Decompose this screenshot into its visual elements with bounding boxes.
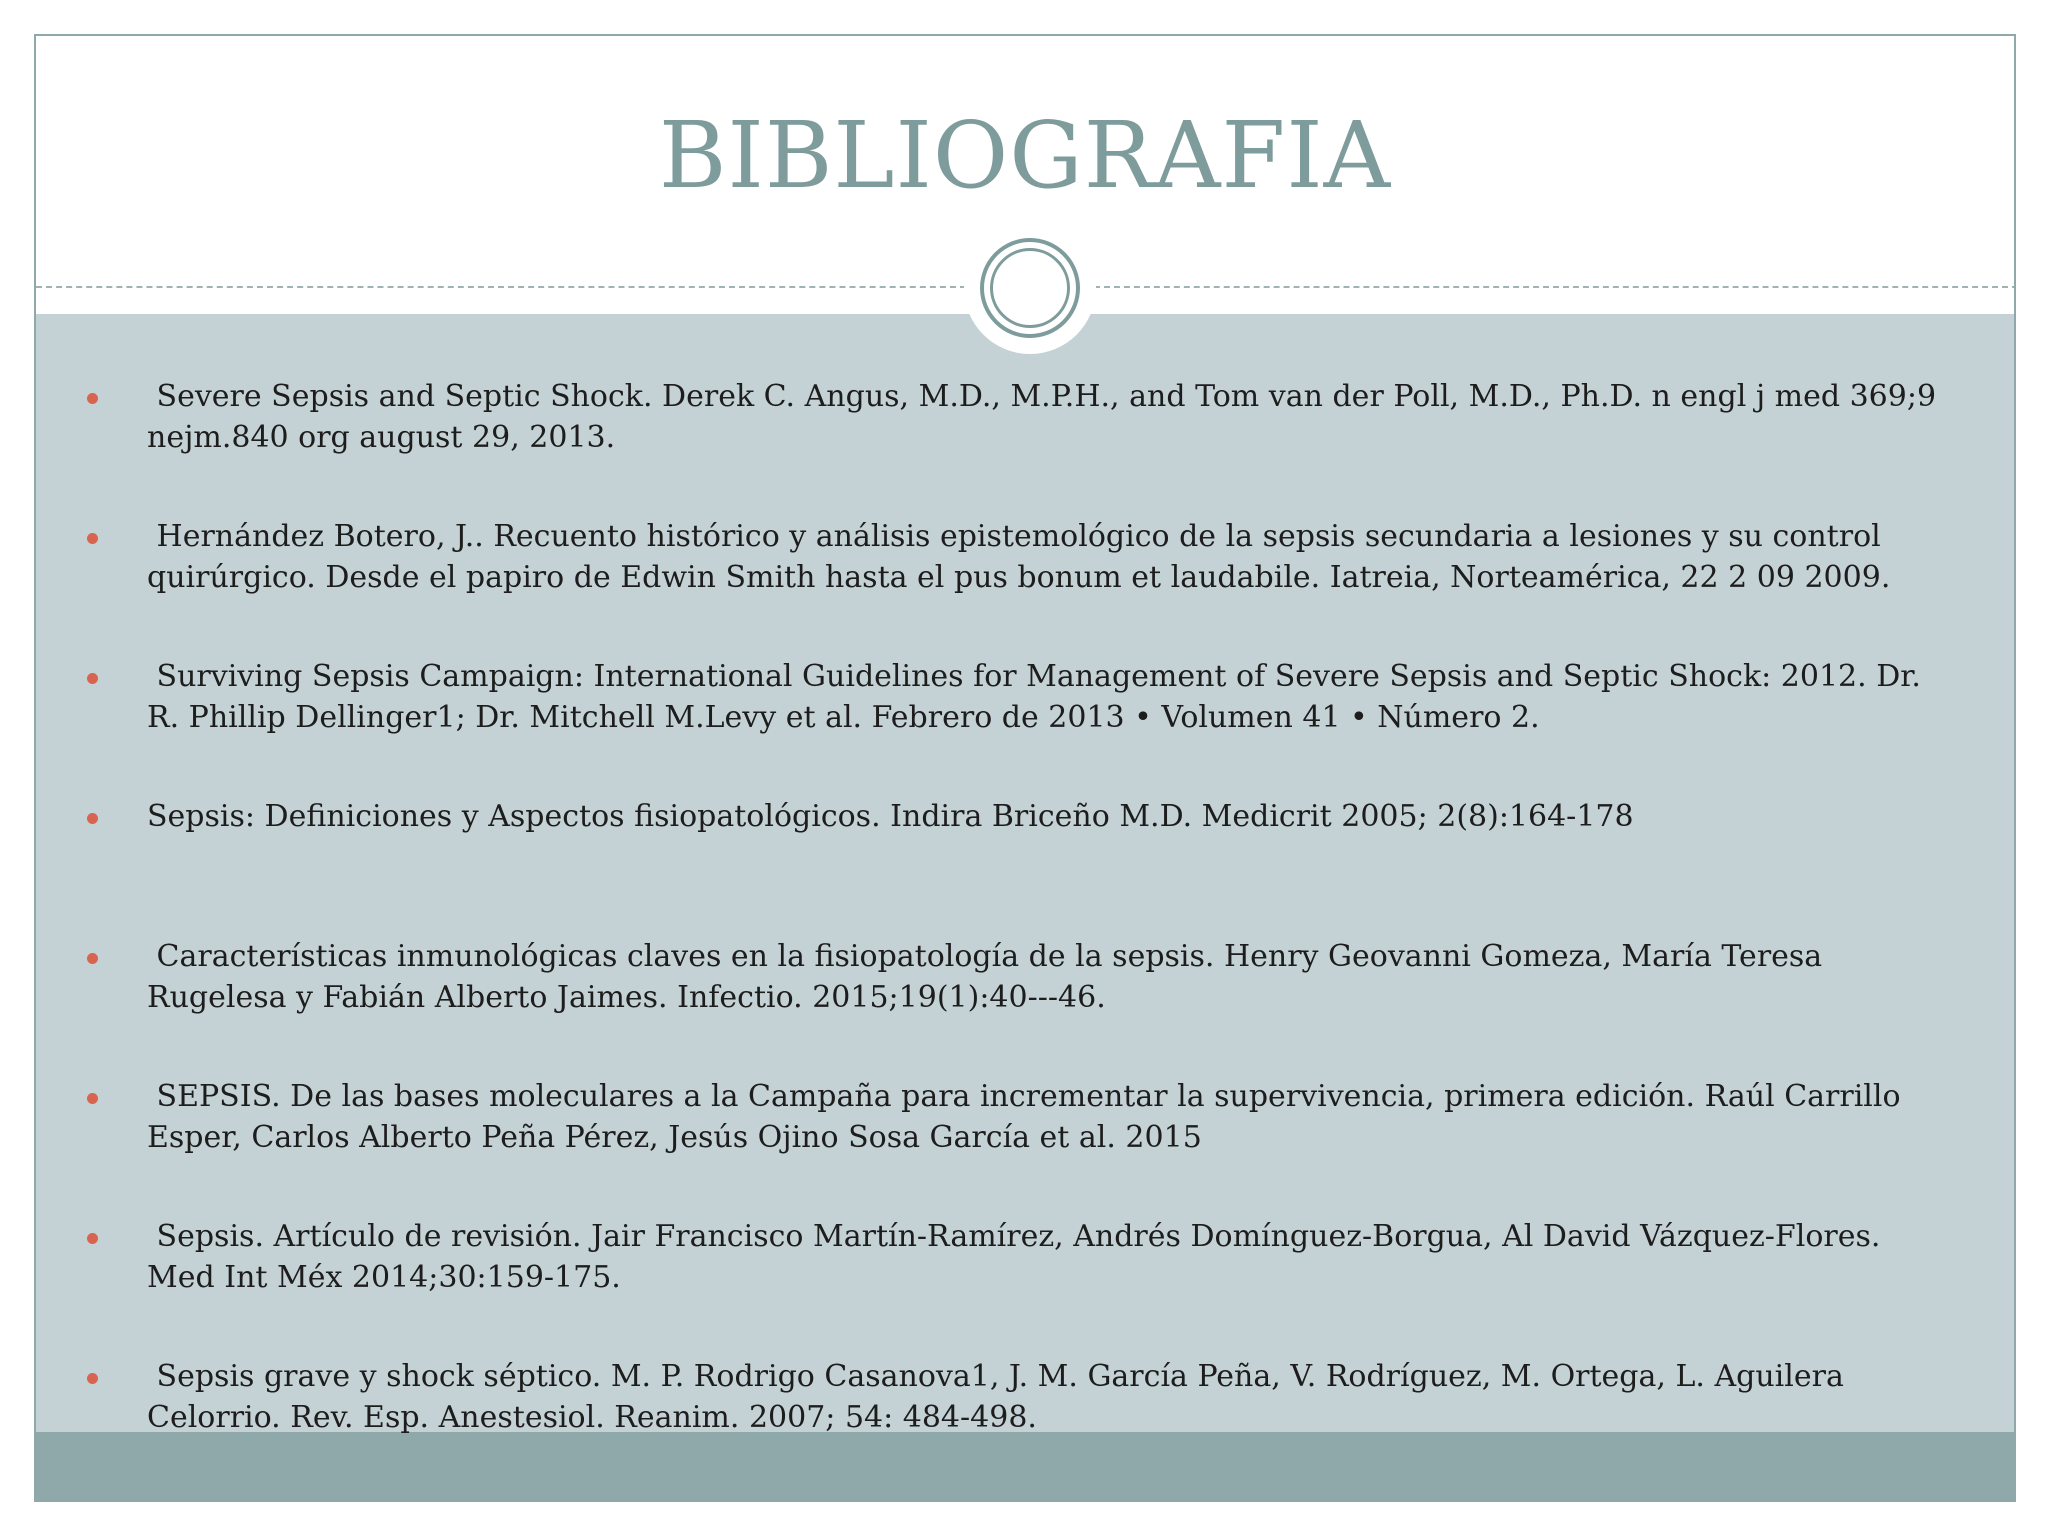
slide-title: BIBLIOGRAFIA (658, 102, 1392, 209)
list-item (36, 796, 2014, 936)
reference-text: Hernández Botero, J.. Recuento histórico y análisis epistemológico de la sepsis secundaria a lesiones y su control quirúrgico. Desde el papiro de Edwin Smith hasta el pus bonum et laudabile. Iatreia, Norteamérica, 22 2 09 2009. (147, 519, 1891, 595)
bullet-icon (87, 1093, 98, 1104)
bullet-icon (87, 1233, 98, 1244)
bullet-icon (87, 1373, 98, 1384)
reference-text: SEPSIS. De las bases moleculares a la Campaña para incrementar la supervivencia, primera edición. Raúl Carrillo Esper, Carlos Alberto Peña Pérez, Jesús Ojino Sosa García et al. 2015 (147, 1079, 1911, 1155)
title-divider-left (36, 286, 966, 288)
bullet-icon (87, 393, 98, 404)
reference-text: Sepsis grave y shock séptico. M. P. Rodrigo Casanova1, J. M. García Peña, V. Rodríguez, M. Ortega, L. Aguilera Celorrio. Rev. Esp. Anestesiol. Reanim. 2007; 54: 484-498. (147, 1359, 1854, 1435)
slide-frame (34, 34, 2016, 1502)
bullet-icon (87, 533, 98, 544)
bullet-icon (87, 813, 98, 824)
list-item (36, 1356, 2014, 1496)
double-ring-circle-icon (980, 238, 1080, 338)
title-divider-right (1094, 286, 2016, 288)
bullet-icon (87, 673, 98, 684)
bullet-icon (87, 953, 98, 964)
list-item (36, 1216, 2014, 1356)
inner-ring (990, 248, 1070, 328)
reference-text: Severe Sepsis and Septic Shock. Derek C. Angus, M.D., M.P.H., and Tom van der Poll, M.D., Ph.D. n engl j med 369;9 nejm.840 org august 29, 2013. (147, 379, 1946, 455)
list-item (36, 656, 2014, 796)
list-item (36, 1076, 2014, 1216)
reference-text: Sepsis: Definiciones y Aspectos fisiopatológicos. Indira Briceño M.D. Medicrit 2005; 2(8):164-178 (147, 799, 1634, 834)
list-item (36, 516, 2014, 656)
reference-text: Surviving Sepsis Campaign: International Guidelines for Management of Severe Sepsis and Septic Shock: 2012. Dr. R. Phillip Dellinger1; Dr. Mitchell M.Levy et al. Febrero de 2013 • Volumen 41 • Número 2. (147, 659, 1931, 735)
list-item (36, 936, 2014, 1076)
list-item (36, 376, 2014, 516)
reference-text: Sepsis. Artículo de revisión. Jair Francisco Martín-Ramírez, Andrés Domínguez-Borgua, Al David Vázquez-Flores. Med Int Méx 2014;30:159-175. (147, 1219, 1890, 1295)
reference-text: Características inmunológicas claves en la fisiopatología de la sepsis. Henry Geovanni Gomeza, María Teresa Rugelesa y Fabián Alberto Jaimes. Infectio. 2015;19(1):40---46. (147, 939, 1832, 1015)
reference-list (36, 376, 2014, 1496)
